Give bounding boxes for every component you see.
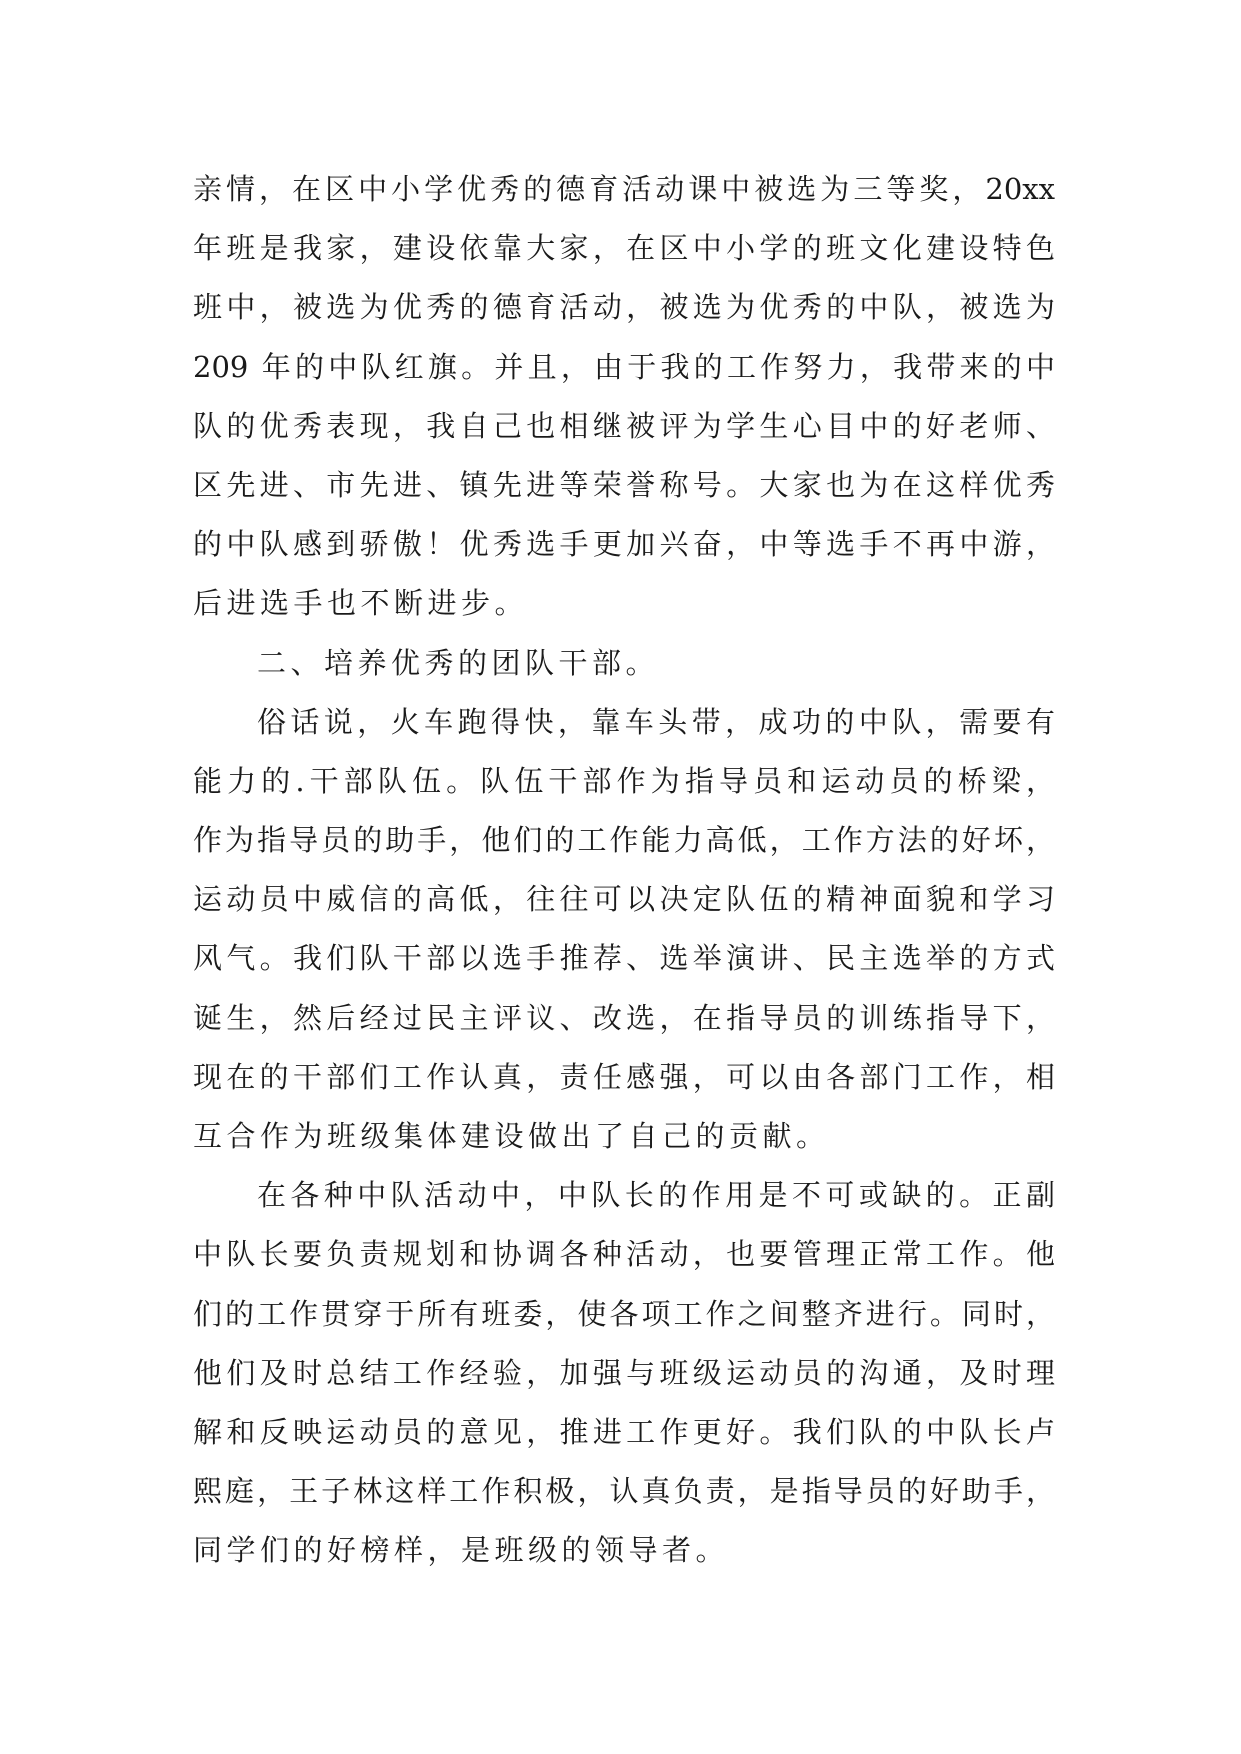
text-line: 运动员中威信的高低，往往可以决定队伍的精神面貌和学习 bbox=[193, 882, 1055, 917]
text-line: 后进选手也不断进步。 bbox=[193, 586, 529, 621]
text-line: 风气。我们队干部以选手推荐、选举演讲、民主选举的方式 bbox=[193, 941, 1055, 976]
section-heading: 二、培养优秀的团队干部。 bbox=[257, 645, 660, 680]
text-line: 的中队感到骄傲！优秀选手更加兴奋，中等选手不再中游， bbox=[193, 527, 1055, 562]
document-body bbox=[193, 160, 1055, 1581]
text-line: 能力的.干部队伍。队伍干部作为指导员和运动员的桥梁， bbox=[193, 763, 1055, 798]
text-line: 班中，被选为优秀的德育活动，被选为优秀的中队，被选为 bbox=[193, 290, 1055, 325]
text-line: 他们及时总结工作经验，加强与班级运动员的沟通，及时理 bbox=[193, 1355, 1055, 1390]
text-line: 解和反映运动员的意见，推进工作更好。我们队的中队长卢 bbox=[193, 1414, 1055, 1449]
text-line: 们的工作贯穿于所有班委，使各项工作之间整齐进行。同时， bbox=[193, 1296, 1055, 1331]
text-line: 同学们的好榜样，是班级的领导者。 bbox=[193, 1533, 730, 1568]
text-line: 209 年的中队红旗。并且，由于我的工作努力，我带来的中 bbox=[193, 349, 1055, 384]
text-line: 诞生，然后经过民主评议、改选，在指导员的训练指导下， bbox=[193, 1000, 1055, 1035]
text-line: 现在的干部们工作认真，责任感强，可以由各部门工作，相 bbox=[193, 1059, 1055, 1094]
text-line: 作为指导员的助手，他们的工作能力高低，工作方法的好坏， bbox=[193, 823, 1055, 858]
text-line: 中队长要负责规划和协调各种活动，也要管理正常工作。他 bbox=[193, 1237, 1055, 1272]
text-line: 互合作为班级集体建设做出了自己的贡献。 bbox=[193, 1119, 830, 1153]
text-line: 区先进、市先进、镇先进等荣誉称号。大家也为在这样优秀 bbox=[193, 467, 1055, 502]
text-line: 在各种中队活动中，中队长的作用是不可或缺的。正副 bbox=[257, 1178, 1055, 1213]
text-line: 年班是我家，建设依靠大家，在区中小学的班文化建设特色 bbox=[193, 231, 1055, 266]
text-line: 队的优秀表现，我自己也相继被评为学生心目中的好老师、 bbox=[193, 408, 1055, 443]
text-line: 熙庭，王子林这样工作积极，认真负责，是指导员的好助手， bbox=[193, 1474, 1055, 1509]
text-line: 亲情，在区中小学优秀的德育活动课中被选为三等奖，20xx bbox=[193, 172, 1055, 206]
text-line: 俗话说，火车跑得快，靠车头带，成功的中队，需要有 bbox=[257, 704, 1055, 739]
